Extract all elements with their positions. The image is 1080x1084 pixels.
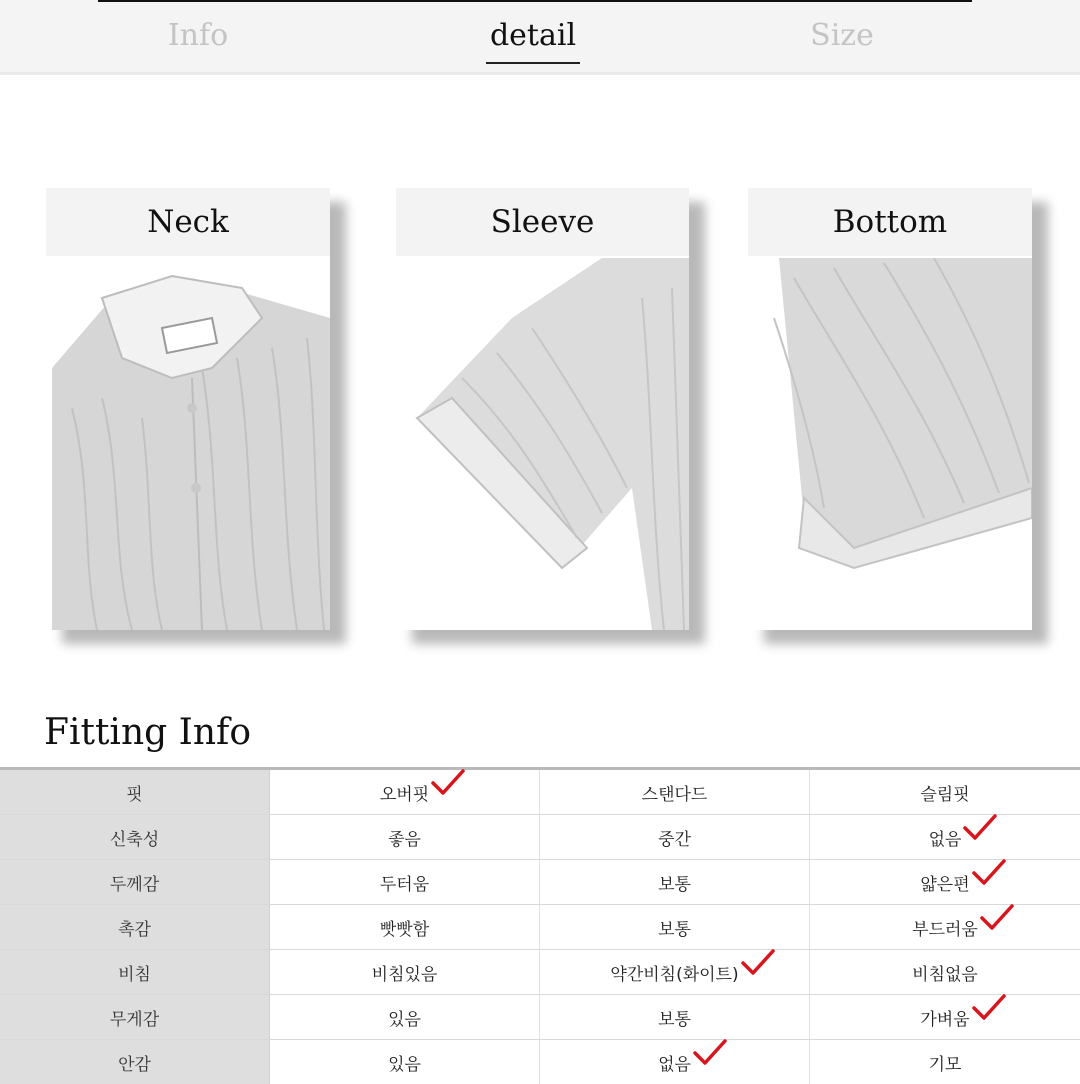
option-label [920, 1005, 969, 1030]
option-text: 중간 [658, 829, 691, 850]
option-cell [270, 995, 540, 1039]
row-label: 비침 [0, 950, 270, 994]
option-cell [270, 770, 540, 814]
tab-info[interactable]: Info [167, 18, 229, 53]
option-cell [810, 995, 1080, 1039]
shirt-hem-photo [754, 258, 1032, 630]
option-cell [540, 770, 810, 814]
option-label [920, 780, 969, 805]
option-cell [540, 950, 810, 994]
checkmark-icon [740, 948, 776, 978]
option-text: 스탠다드 [641, 784, 708, 805]
option-cell [270, 950, 540, 994]
option-text: 보통 [658, 919, 691, 940]
option-cell [270, 1040, 540, 1084]
option-label [380, 780, 429, 805]
row-label: 무게감 [0, 995, 270, 1039]
row-label: 신축성 [0, 815, 270, 859]
row-label: 핏 [0, 770, 270, 814]
option-cell [270, 905, 540, 949]
detail-card-title: Sleeve [396, 188, 689, 256]
option-text: 없음 [658, 1054, 691, 1075]
top-divider [98, 0, 972, 2]
option-label [380, 870, 429, 895]
option-text: 좋음 [388, 829, 421, 850]
table-row [0, 905, 1080, 950]
option-label [610, 960, 738, 985]
checkmark-icon [971, 993, 1007, 1023]
option-cell [810, 860, 1080, 904]
option-label [642, 780, 708, 805]
checkmark-icon [692, 1038, 728, 1068]
checkmark-icon [430, 768, 466, 798]
option-label [388, 1050, 421, 1075]
detail-card-title: Bottom [748, 188, 1032, 256]
shirt-sleeve-photo [402, 258, 689, 630]
fitting-info-table [0, 767, 1080, 1084]
option-label [388, 825, 421, 850]
option-cell [270, 815, 540, 859]
option-text: 얇은편 [920, 874, 970, 895]
option-label [658, 1050, 691, 1075]
tab-detail[interactable]: detail [489, 18, 577, 53]
row-label: 안감 [0, 1040, 270, 1084]
tab-bar [0, 0, 1080, 75]
detail-card-neck [46, 188, 330, 630]
option-cell [810, 770, 1080, 814]
option-cell [270, 860, 540, 904]
option-text: 부드러움 [912, 919, 978, 940]
table-row [0, 995, 1080, 1040]
option-text: 오버핏 [379, 784, 430, 805]
row-label: 촉감 [0, 905, 270, 949]
table-row [0, 815, 1080, 860]
table-row [0, 860, 1080, 905]
option-label [929, 1050, 962, 1075]
option-label [912, 915, 978, 940]
table-row [0, 950, 1080, 995]
option-label [658, 1005, 691, 1030]
shirt-collar-photo [52, 258, 330, 630]
option-text: 비침있음 [371, 964, 438, 985]
option-text: 있음 [388, 1054, 421, 1075]
table-row [0, 1040, 1080, 1084]
checkmark-icon [979, 903, 1015, 933]
option-cell [540, 905, 810, 949]
option-cell [540, 860, 810, 904]
option-label [380, 915, 429, 940]
option-text: 빳빳함 [379, 919, 430, 940]
option-cell [540, 815, 810, 859]
option-label [912, 960, 978, 985]
option-cell [540, 995, 810, 1039]
option-label [920, 870, 969, 895]
detail-card-title: Neck [46, 188, 330, 256]
option-label [658, 870, 691, 895]
detail-card-bottom [748, 188, 1032, 630]
row-label: 두께감 [0, 860, 270, 904]
checkmark-icon [971, 858, 1007, 888]
option-cell [810, 905, 1080, 949]
option-cell [810, 815, 1080, 859]
option-text: 있음 [388, 1009, 421, 1030]
option-label [929, 825, 962, 850]
active-tab-underline [486, 62, 580, 64]
option-label [388, 1005, 421, 1030]
fitting-info-title: Fitting Info [44, 712, 252, 753]
option-text: 슬림핏 [920, 784, 970, 805]
option-cell [540, 1040, 810, 1084]
option-text: 비침없음 [912, 964, 978, 985]
detail-card-sleeve [396, 188, 689, 630]
checkmark-icon [962, 813, 998, 843]
table-row [0, 770, 1080, 815]
option-text: 가벼움 [920, 1009, 970, 1030]
option-label [658, 825, 691, 850]
option-cell [810, 950, 1080, 994]
option-text: 보통 [658, 1009, 691, 1030]
tab-size[interactable]: Size [810, 18, 874, 53]
option-label [658, 915, 691, 940]
option-cell [810, 1040, 1080, 1084]
option-label [372, 960, 438, 985]
option-text: 약간비침(화이트) [610, 964, 739, 985]
option-text: 기모 [928, 1054, 962, 1075]
option-text: 보통 [658, 874, 691, 895]
option-text: 두터움 [379, 874, 430, 895]
option-text: 없음 [928, 829, 962, 850]
